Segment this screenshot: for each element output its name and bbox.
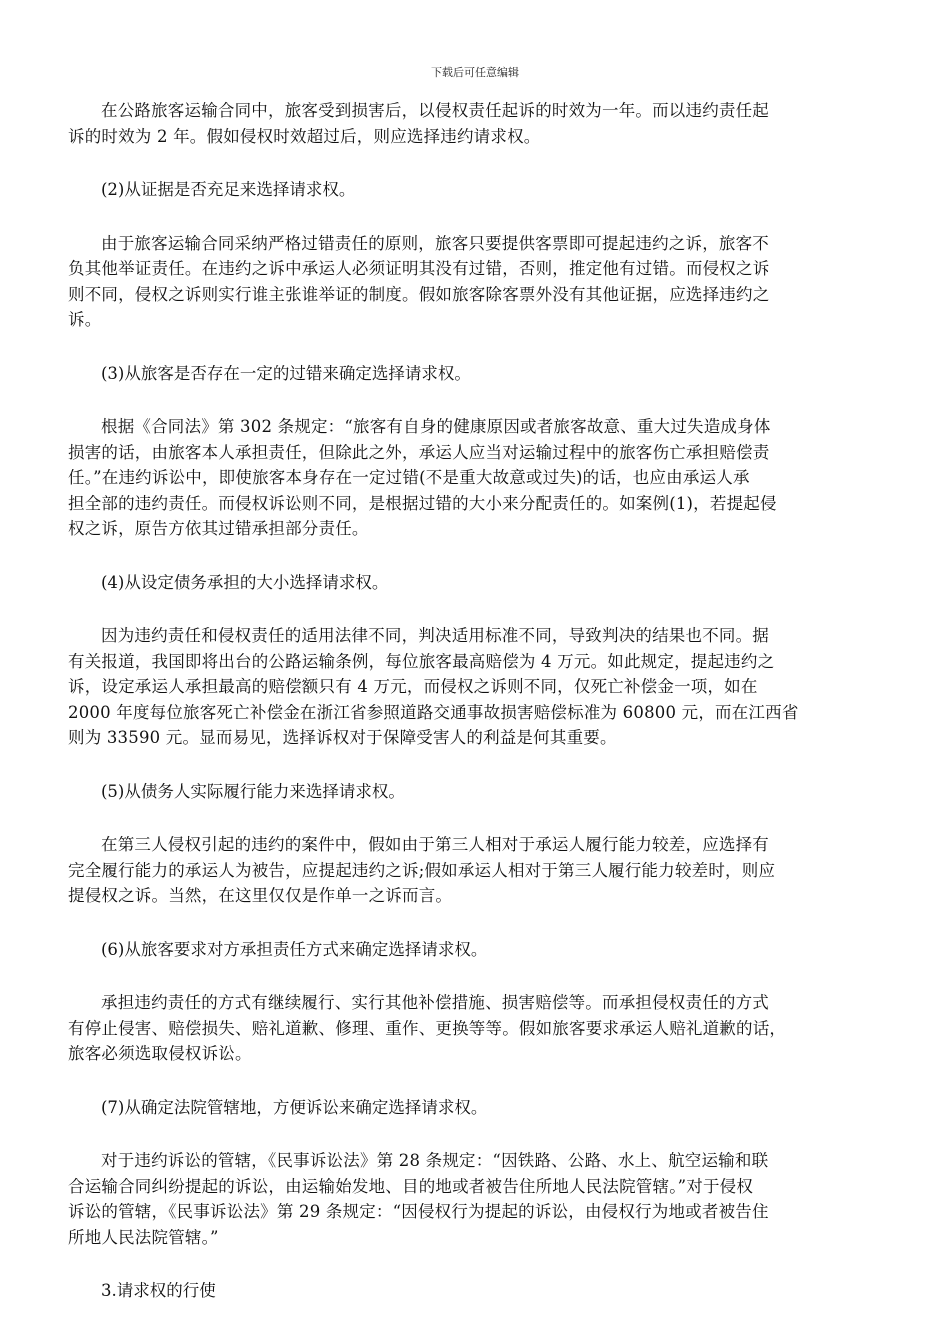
section-heading: (5)从债务人实际履行能力来选择请求权。 — [101, 781, 405, 801]
text-line: 负其他举证责任。在违约之诉中承运人必须证明其没有过错，否则，推定他有过错。而侵权之诉 — [68, 259, 770, 278]
paragraph — [68, 623, 884, 751]
header-note: 下载后可任意编辑 — [431, 66, 519, 79]
paragraph — [68, 1148, 884, 1250]
text-line: 承担违约责任的方式有继续履行、实行其他补偿措施、损害赔偿等。而承担侵权责任的方式 — [101, 993, 769, 1012]
section-heading: (7)从确定法院管辖地，方便诉讼来确定选择请求权。 — [101, 1097, 488, 1117]
text-line: 完全履行能力的承运人为被告，应提起违约之诉;假如承运人相对于第三人履行能力较差时，则应 — [68, 860, 776, 880]
text-line: 旅客必须选取侵权诉讼。 — [68, 1044, 252, 1063]
paragraph — [68, 98, 884, 149]
text-line: 诉。 — [68, 310, 102, 329]
text-line: 担全部的违约责任。而侵权诉讼则不同，是根据过错的大小来分配责任的。如案例(1)，若提起侵 — [68, 493, 777, 513]
text-line: 因为违约责任和侵权责任的适用法律不同，判决适用标准不同，导致判决的结果也不同。据 — [101, 626, 769, 645]
text-line: 诉的时效为 2 年。假如侵权时效超过后，则应选择违约请求权。 — [68, 126, 541, 146]
text-line: 所地人民法院管辖。” — [68, 1227, 219, 1247]
text-line: 则不同，侵权之诉则实行谁主张谁举证的制度。假如旅客除客票外没有其他证据，应选择违约之 — [68, 284, 770, 304]
section-heading: (4)从设定债务承担的大小选择请求权。 — [101, 572, 389, 592]
text-line: 有停止侵害、赔偿损失、赔礼道歉、修理、重作、更换等等。假如旅客要求承运人赔礼道歉的话， — [68, 1018, 787, 1038]
text-line: 合运输合同纠纷提起的诉讼，由运输始发地、目的地或者被告住所地人民法院管辖。”对于侵权 — [68, 1176, 754, 1196]
section-heading: (3)从旅客是否存在一定的过错来确定选择请求权。 — [101, 363, 471, 383]
text-line: 则为 33590 元。显而易见，选择诉权对于保障受害人的利益是何其重要。 — [68, 728, 617, 747]
text-line: 损害的话，由旅客本人承担责任，但除此之外，承运人应当对运输过程中的旅客伤亡承担赔偿责 — [68, 442, 770, 462]
text-line: 任。”在违约诉讼中，即使旅客本身存在一定过错(不是重大故意或过失)的话，也应由承运人承 — [68, 468, 750, 487]
paragraph — [68, 231, 884, 333]
paragraph — [68, 832, 884, 909]
text-line: 有关报道，我国即将出台的公路运输条例，每位旅客最高赔偿为 4 万元。如此规定，提起违约之 — [68, 651, 775, 671]
section-heading: (2)从证据是否充足来选择请求权。 — [101, 180, 356, 199]
paragraph — [68, 990, 884, 1067]
text-line: 在第三人侵权引起的违约的案件中，假如由于第三人相对于承运人履行能力较差，应选择有 — [101, 835, 769, 854]
text-line: 提侵权之诉。当然，在这里仅仅是作单一之诉而言。 — [68, 886, 453, 905]
text-line: 由于旅客运输合同采纳严格过错责任的原则，旅客只要提供客票即可提起违约之诉，旅客不 — [101, 233, 769, 253]
text-line: 对于违约诉讼的管辖，《民事诉讼法》第 28 条规定：“因铁路、公路、水上、航空运输和联 — [101, 1151, 769, 1170]
text-line: 在公路旅客运输合同中，旅客受到损害后，以侵权责任起诉的时效为一年。而以违约责任起 — [101, 101, 769, 120]
text-line: 权之诉，原告方依其过错承担部分责任。 — [68, 519, 369, 538]
text-line: 根据《合同法》第 302 条规定：“旅客有自身的健康原因或者旅客故意、重大过失造成身体 — [101, 417, 771, 436]
text-line: 2000 年度每位旅客死亡补偿金在浙江省参照道路交通事故损害赔偿标准为 60800 元，而在江西省 — [68, 702, 799, 722]
section-heading: (6)从旅客要求对方承担责任方式来确定选择请求权。 — [101, 939, 488, 959]
document-body — [68, 98, 884, 1332]
section-heading: 3.请求权的行使 — [101, 1281, 216, 1300]
text-line: 诉，设定承运人承担最高的赔偿额只有 4 万元，而侵权之诉则不同，仅死亡补偿金一项，如在 — [68, 677, 758, 696]
text-line: 诉讼的管辖，《民事诉讼法》第 29 条规定：“因侵权行为提起的诉讼，由侵权行为地或者被告住 — [68, 1202, 769, 1221]
paragraph — [68, 414, 884, 542]
